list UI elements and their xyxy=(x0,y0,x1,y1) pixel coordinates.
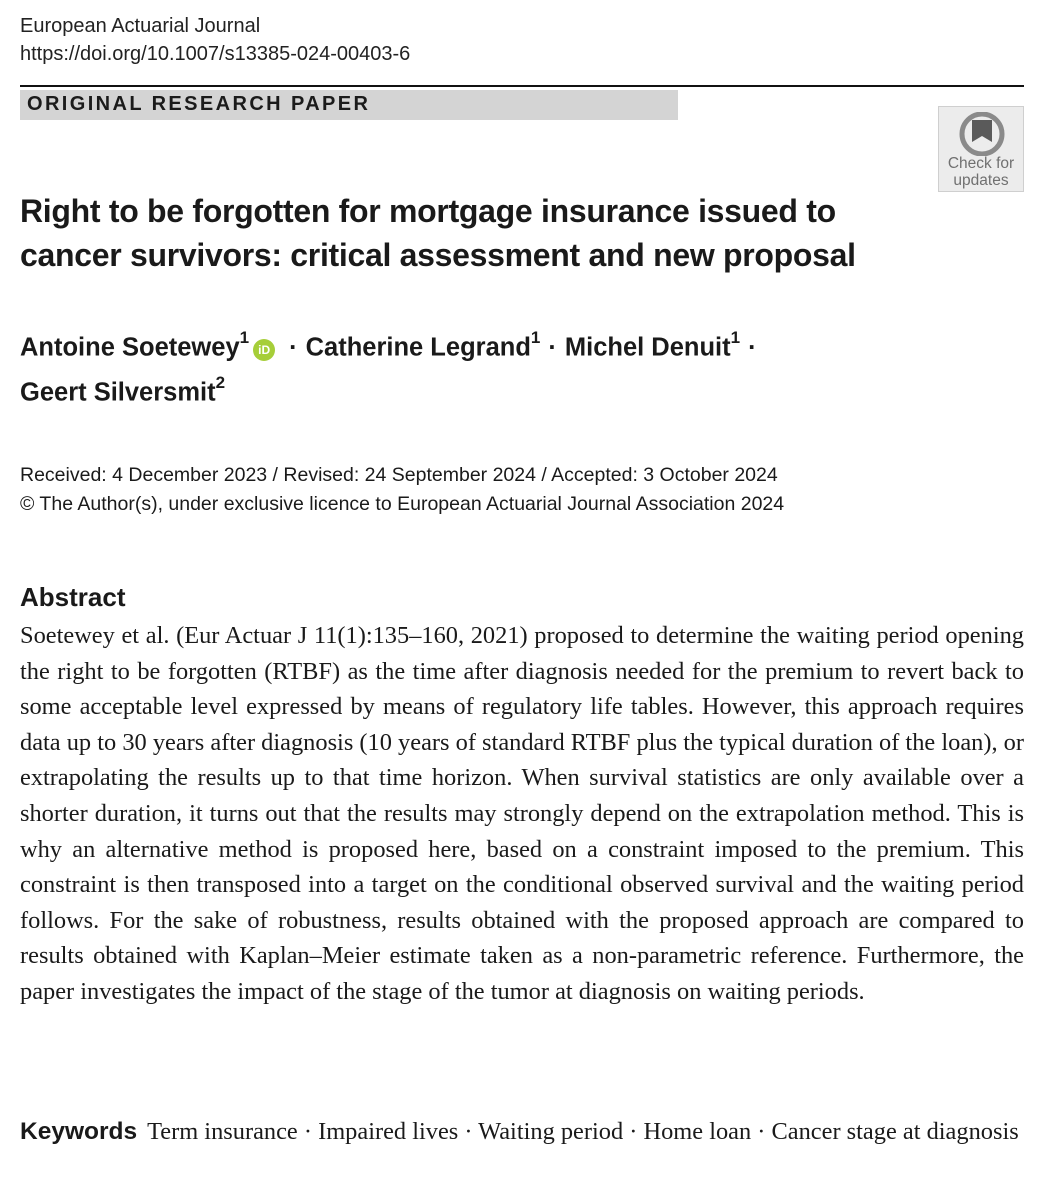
paper-title xyxy=(20,189,920,277)
affiliation-marker: 1 xyxy=(239,328,250,347)
keywords-section xyxy=(20,1114,1024,1150)
article-type: ORIGINAL RESEARCH PAPER xyxy=(27,93,371,115)
affiliation-marker: 1 xyxy=(730,328,741,347)
header-rule xyxy=(20,85,1024,87)
keywords-label: Keywords xyxy=(20,1118,138,1145)
abstract-heading: Abstract xyxy=(20,582,126,612)
author-separator: · xyxy=(548,333,557,362)
author-separator: · xyxy=(289,333,298,362)
abstract-text: Soetewey et al. (Eur Actuar J 11(1):135–160, 2021) proposed to determine the waiting period opening the right to be forgotten (RTBF) as the time after diagnosis needed for the premium to revert back to some acceptable level expressed by means of regulatory life tables. However, this approach requires data up to 30 years after diagnosis (10 years of standard RTBF plus the typical duration of the loan), or extrapolating the results up to that time horizon. When survival statistics are only available over a shorter duration, it turns out that the results may strongly depend on the extrapolation method. This is why an alternative method is proposed here, based on a constraint imposed to the premium. This constraint is then transposed into a target on the conditional observed survival and the waiting period follows. For the sake of robustness, results obtained with the proposed approach are compared to results obtained with Kaplan–Meier estimate taken as a non-parametric reference. Furthermore, the paper investigates the impact of the stage of the tumor at diagnosis on waiting periods. xyxy=(20,622,1024,1005)
doi-link[interactable]: https://doi.org/10.1007/s13385-024-00403-6 xyxy=(20,43,411,65)
affiliation-marker: 1 xyxy=(530,328,541,347)
check-for-updates-label: Check for updates xyxy=(947,155,1015,189)
author-list xyxy=(20,322,920,411)
journal-name: European Actuarial Journal xyxy=(20,15,261,37)
copyright-line: © The Author(s), under exclusive licence to European Actuarial Journal Association 2024 xyxy=(20,493,785,515)
publication-history xyxy=(20,461,784,519)
author-name[interactable]: Michel Denuit xyxy=(564,333,731,362)
title-line-2: cancer survivors: critical assessment and new proposal xyxy=(20,237,856,273)
author-name[interactable]: Antoine Soetewey xyxy=(20,333,240,362)
author-separator: · xyxy=(748,333,757,362)
author-name[interactable]: Catherine Legrand xyxy=(305,333,531,362)
crossmark-icon xyxy=(958,112,1006,156)
author-name[interactable]: Geert Silversmit xyxy=(20,378,216,406)
article-type-band xyxy=(20,90,678,120)
keywords-list: Term insurance · Impaired lives · Waiting period · Home loan · Cancer stage at diagnosis xyxy=(147,1118,1019,1145)
dates-line: Received: 4 December 2023 / Revised: 24 September 2024 / Accepted: 3 October 2024 xyxy=(20,464,778,486)
journal-header xyxy=(20,12,410,68)
affiliation-marker: 2 xyxy=(215,372,226,392)
orcid-icon[interactable]: iD xyxy=(253,339,275,361)
title-line-1: Right to be forgotten for mortgage insurance issued to xyxy=(20,193,836,229)
check-for-updates-button[interactable] xyxy=(938,106,1024,192)
